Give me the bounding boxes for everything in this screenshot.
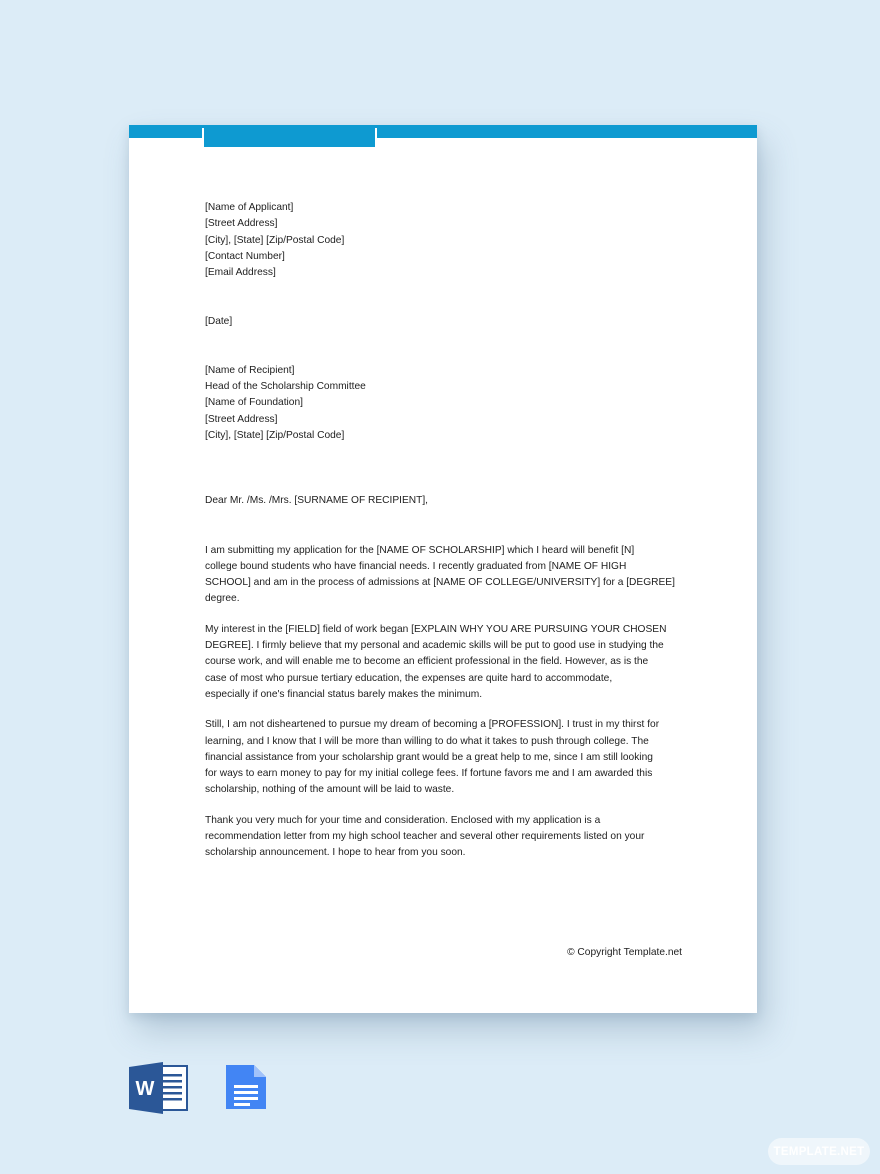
- recipient-line: [Street Address]: [205, 413, 278, 425]
- sender-line: [Email Address]: [205, 267, 276, 279]
- paragraph-line: DEGREE]. I firmly believe that my personal and academic skills will be put to good use in studying the: [205, 640, 664, 652]
- template-net-watermark: TEMPLATE.NET: [768, 1138, 870, 1165]
- paragraph-line: SCHOOL] and am in the process of admissions at [NAME OF COLLEGE/UNIVERSITY] for a [DEGREE]: [205, 577, 675, 589]
- copyright-notice: © Copyright Template.net: [567, 947, 682, 958]
- paragraph-line: I am submitting my application for the [NAME OF SCHOLARSHIP] which I heard will benefit [N]: [205, 544, 635, 556]
- paragraph-line: scholarship, nothing of the amount will be laid to waste.: [205, 784, 455, 796]
- body-paragraph: [205, 622, 695, 703]
- paragraph-line: My interest in the [FIELD] field of work began [EXPLAIN WHY YOU ARE PURSUING YOUR CHOSEN: [205, 623, 667, 635]
- letter-date: [Date]: [205, 316, 233, 328]
- body-paragraph: [205, 717, 695, 798]
- body-paragraph: [205, 543, 695, 608]
- document-page: [129, 125, 757, 1013]
- paragraph-line: especially if one's financial status barely makes the minimum.: [205, 688, 483, 700]
- word-icon-letter: W: [135, 1078, 155, 1100]
- paragraph-line: for ways to earn money to pay for my initial college fees. If fortune favors me and I am awarded this: [205, 768, 653, 780]
- recipient-line: [Name of Foundation]: [205, 397, 303, 409]
- header-accent-tab: [202, 128, 377, 149]
- paragraph-line: financial assistance from your scholarship grant would be a great help to me, since I am still looking: [205, 751, 653, 763]
- salutation: Dear Mr. /Ms. /Mrs. [SURNAME OF RECIPIENT],: [205, 495, 429, 507]
- recipient-address: [205, 363, 695, 444]
- sender-address: [205, 200, 695, 281]
- sender-line: [Street Address]: [205, 218, 278, 230]
- microsoft-word-icon[interactable]: [129, 1062, 189, 1114]
- paragraph-line: degree.: [205, 593, 240, 605]
- sender-line: [Name of Applicant]: [205, 202, 294, 213]
- sender-line: [Contact Number]: [205, 250, 285, 262]
- body-paragraph: [205, 813, 695, 862]
- paragraph-line: scholarship announcement. I hope to hear from you soon.: [205, 847, 466, 859]
- paragraph-line: college bound students who have financial needs. I recently graduated from [NAME OF HIGH: [205, 560, 627, 572]
- paragraph-line: course work, and will enable me to become an efficient professional in the field. However, as is the: [205, 656, 649, 668]
- paragraph-line: learning, and I know that I will be more than willing to do what it takes to push through college. The: [205, 735, 649, 747]
- letter-body: [205, 200, 695, 876]
- paragraph-line: Still, I am not disheartened to pursue my dream of becoming a [PROFESSION]. I trust in my thirst for: [205, 719, 660, 731]
- paragraph-line: recommendation letter from my high school teacher and several other requirements listed on your: [205, 831, 645, 843]
- recipient-line: Head of the Scholarship Committee: [205, 381, 366, 393]
- recipient-line: [Name of Recipient]: [205, 364, 295, 376]
- paragraph-line: case of most who pursue tertiary education, the expenses are quite hard to accommodate,: [205, 672, 613, 684]
- sender-line: [City], [State] [Zip/Postal Code]: [205, 234, 345, 246]
- paragraph-line: Thank you very much for your time and consideration. Enclosed with my application is a: [205, 814, 601, 826]
- google-docs-icon[interactable]: [224, 1063, 268, 1111]
- recipient-line: [City], [State] [Zip/Postal Code]: [205, 429, 345, 441]
